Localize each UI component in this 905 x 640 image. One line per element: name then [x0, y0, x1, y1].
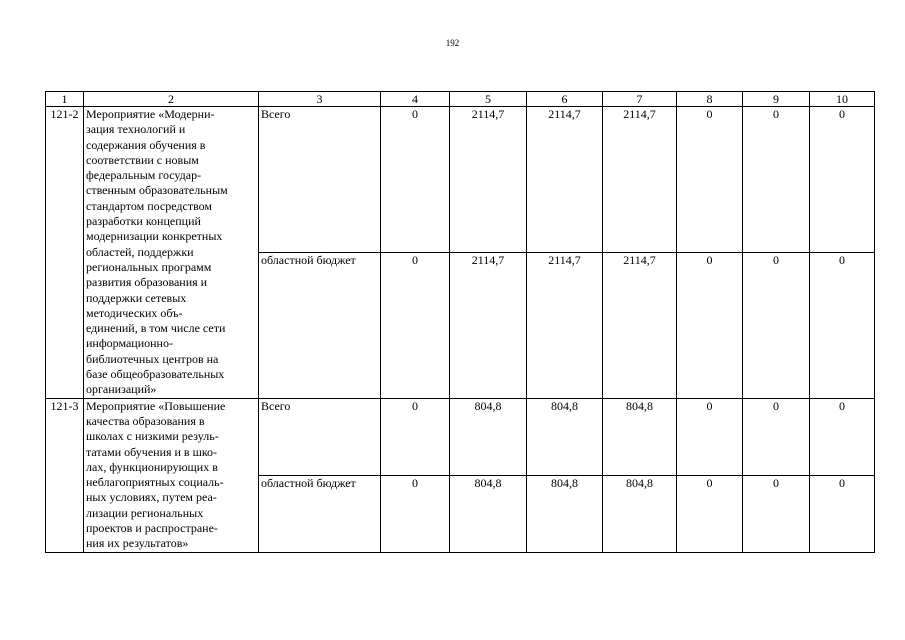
value-cell: 2114,7 — [603, 107, 677, 253]
measure-name-line: поддержки сетевых — [86, 290, 187, 305]
measure-name-line: федеральным государ- — [86, 168, 202, 183]
value-cell: 0 — [381, 252, 450, 398]
measure-name-line: качества образования в — [86, 413, 205, 428]
measure-name-line: стандартом посредством — [86, 198, 213, 213]
measure-name-line: модернизации конкретных — [86, 229, 223, 244]
measure-name-line: содержания обучения в — [86, 137, 206, 152]
value-cell: 0 — [677, 107, 743, 253]
table-row — [46, 107, 875, 253]
funding-source: областной бюджет — [259, 475, 381, 552]
value-cell: 0 — [743, 475, 810, 552]
measure-name-line: библиотечных центров на — [86, 351, 219, 366]
measure-name-line: базе общеобразовательных — [86, 367, 225, 382]
value-cell: 0 — [743, 398, 810, 475]
value-cell: 0 — [810, 252, 875, 398]
measure-name-line: татами обучения и в шко- — [86, 444, 218, 459]
col-header: 1 — [46, 92, 84, 107]
measure-code: 121-2 — [46, 107, 84, 399]
measure-name-line: областей, поддержки — [86, 244, 194, 259]
funding-source: Всего — [259, 107, 381, 253]
measure-name-line: региональных программ — [86, 259, 212, 274]
measure-name-line: Мероприятие «Модерни- — [86, 107, 215, 121]
measure-name-line: неблагоприятных социаль- — [86, 475, 224, 490]
col-header: 5 — [450, 92, 527, 107]
value-cell: 0 — [677, 252, 743, 398]
measure-name-line: Мероприятие «Повышение — [86, 398, 226, 413]
budget-table — [45, 91, 875, 553]
value-cell: 804,8 — [527, 398, 603, 475]
value-cell: 0 — [677, 475, 743, 552]
page-number: 192 — [445, 38, 460, 48]
measure-name-line: информационно- — [86, 336, 173, 351]
measure-name-line: соответствии с новым — [86, 152, 199, 167]
measure-name-line: школах с низкими резуль- — [86, 429, 219, 444]
value-cell: 804,8 — [450, 398, 527, 475]
col-header: 3 — [259, 92, 381, 107]
value-cell: 804,8 — [603, 398, 677, 475]
funding-source: областной бюджет — [259, 252, 381, 398]
table-row — [46, 398, 875, 475]
col-header: 6 — [527, 92, 603, 107]
measure-name-line: разработки концепций — [86, 214, 201, 229]
value-cell: 804,8 — [603, 475, 677, 552]
col-header: 10 — [810, 92, 875, 107]
measure-name — [84, 398, 259, 552]
measure-name-line: ных условиях, путем реа- — [86, 490, 217, 505]
value-cell: 0 — [810, 107, 875, 253]
measure-code: 121-3 — [46, 398, 84, 552]
measure-name-line: лизации региональных — [86, 505, 204, 520]
value-cell: 2114,7 — [450, 252, 527, 398]
col-header: 7 — [603, 92, 677, 107]
value-cell: 2114,7 — [527, 252, 603, 398]
col-header: 2 — [84, 92, 259, 107]
col-header: 9 — [743, 92, 810, 107]
value-cell: 0 — [743, 252, 810, 398]
value-cell: 0 — [810, 398, 875, 475]
value-cell: 804,8 — [450, 475, 527, 552]
funding-source: Всего — [259, 398, 381, 475]
col-header: 4 — [381, 92, 450, 107]
measure-name — [84, 107, 259, 399]
measure-name-line: методических объ- — [86, 305, 183, 320]
value-cell: 804,8 — [527, 475, 603, 552]
value-cell: 0 — [743, 107, 810, 253]
measure-name-line: проектов и распростране- — [86, 521, 218, 536]
measure-name-line: ственным образовательным — [86, 183, 228, 198]
value-cell: 2114,7 — [603, 252, 677, 398]
value-cell: 0 — [810, 475, 875, 552]
value-cell: 2114,7 — [450, 107, 527, 253]
measure-name-line: единений, в том числе сети — [86, 321, 226, 336]
measure-name-line: ния их результатов» — [86, 536, 189, 551]
measure-name-line: зация технологий и — [86, 122, 186, 137]
col-header: 8 — [677, 92, 743, 107]
measure-name-line: организаций» — [86, 382, 157, 397]
value-cell: 2114,7 — [527, 107, 603, 253]
header-row — [46, 92, 875, 107]
measure-name-line: лах, функционирующих в — [86, 459, 218, 474]
value-cell: 0 — [381, 107, 450, 253]
value-cell: 0 — [381, 398, 450, 475]
value-cell: 0 — [381, 475, 450, 552]
measure-name-line: развития образования и — [86, 275, 208, 290]
value-cell: 0 — [677, 398, 743, 475]
